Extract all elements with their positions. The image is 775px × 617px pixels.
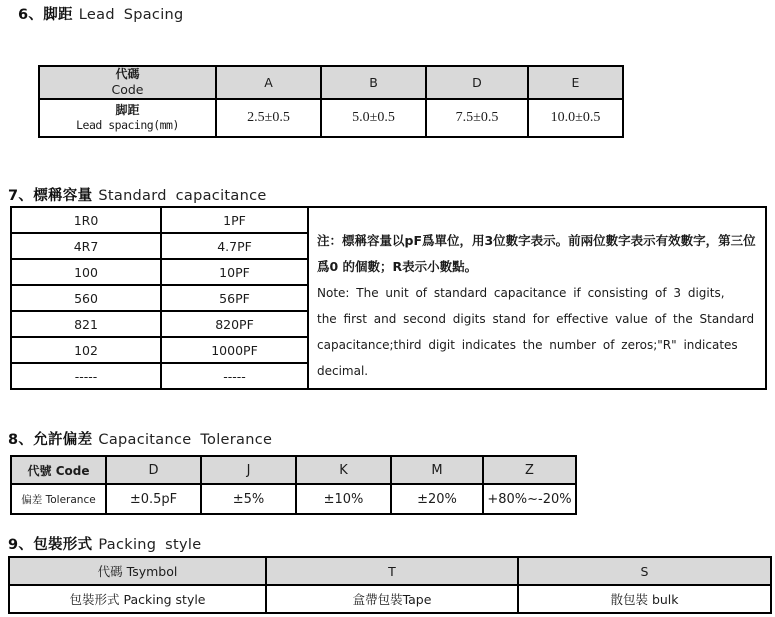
- note-line-zh-2: 爲0 的個數；R表示小數點。: [317, 259, 478, 274]
- note-line-en-1: Note: The unit of standard capacitance if consisting of 3 digits,: [317, 286, 725, 300]
- header-cell-code: 代號 Code: [11, 456, 106, 484]
- cap-code-cell: 821: [11, 311, 161, 337]
- lead-spacing-value-e: 10.0±0.5: [528, 99, 623, 137]
- section-8-title: [8, 428, 272, 449]
- note-line-en-3: capacitance;third digit indicates the number of zeros;"R" indicates: [317, 338, 738, 352]
- row-label-en: Lead spacing(mm): [76, 118, 179, 133]
- header-code-zh: 代碼: [115, 67, 140, 82]
- header-cell-tsymbol: 代碼 Tsymbol: [9, 557, 266, 585]
- table-header-row: [9, 557, 771, 585]
- tolerance-value-d: ±0.5pF: [106, 484, 201, 514]
- header-cell-z: Z: [483, 456, 576, 484]
- section-9-title-en: Packing style: [98, 537, 202, 553]
- table-header-row: [39, 66, 623, 99]
- standard-capacitance-table: [10, 206, 767, 390]
- section-8-title-en: Capacitance Tolerance: [98, 432, 273, 448]
- table-header-row: [11, 456, 576, 484]
- section-6-title: [18, 3, 184, 24]
- table-row: [11, 207, 766, 233]
- cap-value-cell: 56PF: [161, 285, 308, 311]
- capacitance-tolerance-table: [10, 455, 577, 515]
- section-7-title-zh: 7、標稱容量: [8, 188, 93, 204]
- tolerance-value-z: +80%~-20%: [483, 484, 576, 514]
- cap-value-cell: 820PF: [161, 311, 308, 337]
- row-label-packing: 包裝形式 Packing style: [9, 585, 266, 613]
- cap-code-cell: 102: [11, 337, 161, 363]
- row-label-cell: [39, 99, 216, 137]
- section-6-title-zh: 6、脚距: [18, 7, 73, 23]
- packing-value-s: 散包裝 bulk: [518, 585, 771, 613]
- section-8-title-zh: 8、允許偏差: [8, 432, 93, 448]
- header-cell-t: T: [266, 557, 518, 585]
- header-cell-d: D: [106, 456, 201, 484]
- header-cell-b: B: [321, 66, 426, 99]
- tolerance-value-m: ±20%: [391, 484, 483, 514]
- note-line-en-4: decimal.: [317, 364, 369, 378]
- header-code-en: Code: [111, 82, 144, 98]
- cap-code-cell: 100: [11, 259, 161, 285]
- header-cell-a: A: [216, 66, 321, 99]
- section-9-title-zh: 9、包裝形式: [8, 537, 93, 553]
- table-row: [39, 99, 623, 137]
- cap-value-cell: 10PF: [161, 259, 308, 285]
- table-row: [11, 484, 576, 514]
- header-cell-k: K: [296, 456, 391, 484]
- note-line-en-2: the first and second digits stand for effective value of the Standard: [317, 312, 755, 326]
- section-7-title-en: Standard capacitance: [98, 188, 267, 204]
- row-label-zh: 脚距: [115, 103, 140, 118]
- section-9-title: [8, 533, 201, 554]
- cap-code-cell: 4R7: [11, 233, 161, 259]
- cap-code-cell: -----: [11, 363, 161, 389]
- lead-spacing-value-d: 7.5±0.5: [426, 99, 528, 137]
- cap-value-cell: 1000PF: [161, 337, 308, 363]
- lead-spacing-table: [38, 65, 624, 138]
- capacitance-note-cell: [308, 207, 766, 389]
- packing-value-t: 盒帶包裝Tape: [266, 585, 518, 613]
- tolerance-value-j: ±5%: [201, 484, 296, 514]
- cap-value-cell: 4.7PF: [161, 233, 308, 259]
- section-7-title: [8, 184, 267, 205]
- packing-style-table: [8, 556, 772, 614]
- cap-value-cell: -----: [161, 363, 308, 389]
- header-cell-j: J: [201, 456, 296, 484]
- cap-code-cell: 1R0: [11, 207, 161, 233]
- header-cell-d: D: [426, 66, 528, 99]
- header-cell-m: M: [391, 456, 483, 484]
- tolerance-value-k: ±10%: [296, 484, 391, 514]
- cap-code-cell: 560: [11, 285, 161, 311]
- cap-value-cell: 1PF: [161, 207, 308, 233]
- row-label-tolerance: 偏差 Tolerance: [11, 484, 106, 514]
- note-line-zh-1: 注：標稱容量以pF爲單位，用3位數字表示。前兩位數字表示有效數字，第三位: [317, 233, 756, 248]
- lead-spacing-value-b: 5.0±0.5: [321, 99, 426, 137]
- header-cell-s: S: [518, 557, 771, 585]
- header-cell-e: E: [528, 66, 623, 99]
- section-6-title-en: Lead Spacing: [78, 7, 184, 23]
- header-cell-code: [39, 66, 216, 99]
- lead-spacing-value-a: 2.5±0.5: [216, 99, 321, 137]
- table-row: [9, 585, 771, 613]
